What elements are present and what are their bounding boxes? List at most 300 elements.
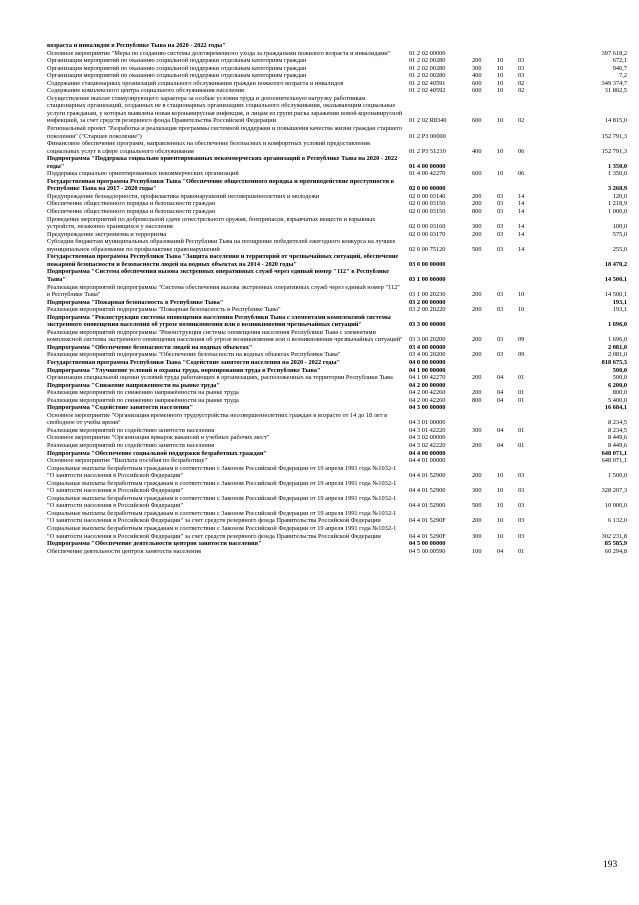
row-vr-cell <box>472 50 497 58</box>
row-name-cell: Государственная программа Республики Тыва "Содействие занятости населения на 2020 - 2022 годы" <box>47 358 341 366</box>
row-pr-cell: 06 <box>518 147 525 155</box>
row-csr-cell: 04 3 00 00000 <box>409 404 446 412</box>
row-rz-cell: 10 <box>497 170 504 178</box>
row-vr-cell: 300 <box>472 426 482 434</box>
table-row <box>47 284 627 299</box>
row-amount-cell: 575,0 <box>612 230 627 238</box>
row-rz-cell <box>497 540 518 548</box>
table-row <box>47 87 627 95</box>
row-csr-cell: 04 4 01 5290F <box>409 517 446 525</box>
row-name-cell: Содержание стационарных организаций социального обслуживания граждан пожилого возраста и инвалидов <box>47 79 344 87</box>
row-name-cell: Осуществление выплат стимулирующего характера за особые условия труда и дополнительную нагрузку работникам стационарных организаций, созданных не в стационарных организациях социального обслуживания, оказывающим социальные услуги гражданам, у которых выявлена новая коронавирусная инфекция, и лицам из групп риска заражения новой коронавирусной инфекцией, за счет средств резервного фонда Правительства Российской Федерации <box>47 94 403 125</box>
row-amount-cell: 328 207,3 <box>601 487 627 495</box>
row-csr-cell: 04 5 00 00590 <box>409 547 446 555</box>
row-csr-cell: 04 2 00 00000 <box>409 381 446 389</box>
row-name-cell: Региональный проект "Разработка и реализация программы системной поддержки и повышения качества жизни граждан старшего поколения" ("Старшее поколение") <box>47 125 403 140</box>
row-name-cell: Социальные выплаты безработным гражданам в соответствии с Законом Российской Федерации от 19 апреля 1991 года №1032-1 "О занятости населения в Российской Федерации" <box>47 494 397 510</box>
row-pr-cell: 01 <box>518 389 525 397</box>
row-rz-cell: 04 <box>497 426 504 434</box>
row-rz-cell: 03 <box>497 351 504 359</box>
row-amount-cell: 500,0 <box>612 374 627 382</box>
table-row <box>47 382 627 390</box>
row-name-cell: Организация специальной оценки условий труда работающих в организациях, расположенных на территории Республики Тыва <box>47 374 393 382</box>
table-row <box>47 178 627 193</box>
row-csr-cell: 01 2 02 00280 <box>409 64 446 72</box>
row-name-cell: Государственная программа Республики Тыва "Защита населения и территорий от чрезвычайных ситуаций, обеспечение пожарной безопасности и безопасности людей на водных объектах на 2014 - 2020 годы" <box>47 253 399 268</box>
row-csr-cell: 01 4 00 00000 <box>409 162 446 170</box>
row-amount-cell: 5 400,0 <box>607 396 627 404</box>
row-vr-cell <box>472 367 497 375</box>
page-number: 193 <box>603 860 618 870</box>
table-row <box>47 125 627 140</box>
row-pr-cell <box>518 457 541 465</box>
row-vr-cell: 200 <box>472 517 482 525</box>
row-name-cell: Субсидии бюджетам муниципальных образований Республики Тыва на поощрение победителей ежегодного конкурса на лучшее муниципальное образование по профилактике правонарушений <box>47 238 396 253</box>
row-name-cell: Подпрограмма "Обеспечение безопасности людей на водных объектах" <box>47 343 253 351</box>
row-csr-cell <box>409 42 472 50</box>
row-pr-cell: 10 <box>518 306 525 314</box>
row-csr-cell: 01 2 02 R8340 <box>409 117 447 125</box>
row-csr-cell: 04 3 02 00000 <box>409 434 446 442</box>
row-name-cell: Подпрограмма "Система обеспечения вызова экстренных оперативных служб через единый номер "112" в Республике Тыва" <box>47 268 390 283</box>
row-vr-cell <box>472 412 497 427</box>
row-csr-cell: 02 0 00 03160 <box>409 223 446 231</box>
row-pr-cell: 03 <box>518 72 525 80</box>
row-csr-cell: 02 0 00 00000 <box>409 185 446 193</box>
row-vr-cell: 200 <box>472 472 482 480</box>
row-rz-cell <box>497 412 518 427</box>
row-rz-cell: 03 <box>497 192 504 200</box>
row-csr-cell: 01 4 00 42270 <box>409 170 446 178</box>
row-csr-cell: 01 2 P3 00000 <box>409 132 446 140</box>
row-rz-cell: 04 <box>497 396 504 404</box>
row-rz-cell: 03 <box>497 230 504 238</box>
row-pr-cell <box>518 450 541 458</box>
row-amount-cell: 8 234,5 <box>607 419 627 427</box>
row-pr-cell <box>518 314 541 329</box>
row-amount-cell: 193,1 <box>612 298 627 306</box>
row-csr-cell: 04 1 00 42270 <box>409 374 446 382</box>
row-pr-cell: 14 <box>518 192 525 200</box>
row-csr-cell: 02 0 00 03170 <box>409 230 446 238</box>
row-rz-cell <box>497 359 518 367</box>
row-vr-cell: 600 <box>472 117 482 125</box>
row-amount-cell: 800,0 <box>612 389 627 397</box>
row-csr-cell: 04 0 00 00000 <box>409 358 446 366</box>
row-pr-cell: 03 <box>518 487 525 495</box>
row-name-cell: Подпрограмма "Содействие занятости населения" <box>47 404 193 412</box>
row-pr-cell <box>518 42 541 50</box>
row-amount-cell: 7,2 <box>619 72 627 80</box>
row-amount-cell: 1 218,9 <box>607 200 627 208</box>
row-amount-cell: 302 231,8 <box>601 532 627 540</box>
row-pr-cell <box>518 344 541 352</box>
row-vr-cell: 300 <box>472 223 482 231</box>
row-vr-cell <box>472 299 497 307</box>
row-pr-cell <box>518 125 541 140</box>
row-rz-cell: 03 <box>497 223 504 231</box>
row-csr-cell: 04 5 00 00000 <box>409 540 446 548</box>
row-amount-cell: 2 081,0 <box>607 351 627 359</box>
row-name-cell: Предупреждение безнадзорности, профилактика правонарушений несовершеннолетних и молодежи <box>47 192 320 200</box>
table-row <box>47 412 627 427</box>
row-vr-cell: 300 <box>472 64 482 72</box>
row-rz-cell: 04 <box>497 389 504 397</box>
row-pr-cell: 09 <box>518 351 525 359</box>
row-rz-cell: 04 <box>497 441 504 449</box>
row-amount-cell: 818 675,3 <box>601 358 627 366</box>
row-amount-cell: 152 791,3 <box>601 132 627 140</box>
table-row <box>47 374 627 382</box>
row-pr-cell: 03 <box>518 502 525 510</box>
table-row <box>47 299 627 307</box>
row-name-cell: Обеспечение общественного порядка и безопасности граждан <box>47 200 216 208</box>
row-pr-cell: 09 <box>518 336 525 344</box>
row-amount-cell: 1 696,0 <box>607 336 627 344</box>
row-amount-cell: 10 000,0 <box>604 502 627 510</box>
row-pr-cell <box>518 178 541 193</box>
row-csr-cell: 04 2 00 42260 <box>409 389 446 397</box>
row-vr-cell: 400 <box>472 72 482 80</box>
row-pr-cell: 14 <box>518 230 525 238</box>
budget-table <box>47 42 627 555</box>
table-row <box>47 238 627 253</box>
row-rz-cell: 04 <box>497 547 504 555</box>
row-name-cell: Реализация мероприятий по содействию занятости населения <box>47 441 215 449</box>
row-amount-cell: 193,1 <box>612 306 627 314</box>
row-name-cell: Предупреждение экстремизма и терроризма <box>47 230 167 238</box>
row-pr-cell <box>518 50 541 58</box>
row-amount-cell: 8 449,6 <box>607 441 627 449</box>
row-amount-cell: 1 500,0 <box>607 472 627 480</box>
row-vr-cell: 500 <box>472 502 482 510</box>
table-row <box>47 540 627 548</box>
row-pr-cell <box>518 359 541 367</box>
budget-table-body <box>47 42 627 555</box>
row-rz-cell <box>497 382 518 390</box>
row-pr-cell <box>518 404 541 412</box>
row-name-cell: Организация мероприятий по оказанию социальной поддержки отдельным категориям граждан <box>47 64 307 72</box>
row-pr-cell <box>518 253 541 268</box>
row-name-cell: Социальные выплаты безработным гражданам в соответствии с Законом Российской Федерации от 19 апреля 1991 года №1032-1 "О занятости населения в Российской Федерации" за счет средств резервного фонда Правительства Российской Федерации <box>47 509 397 525</box>
row-rz-cell: 03 <box>497 208 504 216</box>
row-rz-cell <box>497 42 518 50</box>
table-row <box>47 359 627 367</box>
row-pr-cell: 03 <box>518 517 525 525</box>
row-amount-cell: 152 791,3 <box>601 147 627 155</box>
row-vr-cell <box>472 125 497 140</box>
row-csr-cell: 04 2 00 42260 <box>409 396 446 404</box>
row-name-cell: Реализация мероприятий подпрограммы "Пожарная безопасность в Республике Тыва" <box>47 306 281 314</box>
row-name-cell: Подпрограмма "Обеспечение деятельности центров занятости населения" <box>47 540 262 548</box>
row-vr-cell <box>472 268 497 283</box>
table-row <box>47 397 627 405</box>
table-row <box>47 329 627 344</box>
table-row <box>47 314 627 329</box>
row-csr-cell: 04 3 02 42220 <box>409 441 446 449</box>
row-amount-cell: 18 470,2 <box>604 260 627 268</box>
row-csr-cell: 03 4 00 20200 <box>409 351 446 359</box>
row-name-cell: Проведение мероприятий по добровольной сдаче огнестрельного оружия, боеприпасов, взрывчатых веществ и взрывных устройств, незаконно хранящихся у населения <box>47 215 376 231</box>
row-pr-cell: 02 <box>518 117 525 125</box>
row-pr-cell <box>518 155 541 170</box>
row-amount-cell: 255,0 <box>612 245 627 253</box>
table-row <box>47 389 627 397</box>
row-pr-cell: 10 <box>518 291 525 299</box>
row-vr-cell: 200 <box>472 389 482 397</box>
row-pr-cell: 03 <box>518 64 525 72</box>
row-name-cell: Организация мероприятий по оказанию социальной поддержки отдельным категориям граждан <box>47 72 307 80</box>
row-name-cell: Обеспечение деятельности центров занятости населения <box>47 547 201 555</box>
row-vr-cell <box>472 253 497 268</box>
row-pr-cell: 14 <box>518 208 525 216</box>
row-pr-cell: 01 <box>518 374 525 382</box>
row-amount-cell: 1 350,0 <box>607 170 627 178</box>
table-row <box>47 268 627 283</box>
row-rz-cell: 10 <box>497 532 504 540</box>
row-amount-cell: 349 374,7 <box>601 79 627 87</box>
table-row <box>47 57 627 65</box>
row-csr-cell: 01 2 02 40592 <box>409 87 446 95</box>
row-rz-cell <box>497 344 518 352</box>
row-amount-cell: 120,0 <box>612 192 627 200</box>
row-csr-cell: 03 1 00 20230 <box>409 291 446 299</box>
row-amount-cell: 1 000,0 <box>607 208 627 216</box>
table-row <box>47 216 627 231</box>
row-pr-cell: 03 <box>518 532 525 540</box>
row-name-cell: Реализация мероприятий по снижению напряжённости на рынке труда <box>47 389 239 397</box>
row-vr-cell: 600 <box>472 170 482 178</box>
row-name-cell: Подпрограмма "Улучшение условий и охраны труда, нормирования труда в Республике Тыва" <box>47 366 321 374</box>
table-row <box>47 200 627 208</box>
row-rz-cell <box>497 178 518 193</box>
row-csr-cell: 04 4 01 52900 <box>409 487 446 495</box>
table-row <box>47 72 627 80</box>
row-csr-cell: 04 4 01 52900 <box>409 502 446 510</box>
row-vr-cell <box>472 42 497 50</box>
row-rz-cell: 04 <box>497 374 504 382</box>
row-csr-cell: 03 3 00 00000 <box>409 321 446 329</box>
row-vr-cell: 200 <box>472 192 482 200</box>
row-vr-cell: 600 <box>472 87 482 95</box>
row-pr-cell <box>518 382 541 390</box>
row-vr-cell: 300 <box>472 487 482 495</box>
row-vr-cell <box>472 314 497 329</box>
row-rz-cell: 10 <box>497 117 504 125</box>
row-rz-cell: 10 <box>497 472 504 480</box>
row-csr-cell: 01 2 02 00280 <box>409 72 446 80</box>
table-row <box>47 231 627 239</box>
row-pr-cell: 01 <box>518 441 525 449</box>
row-rz-cell <box>497 404 518 412</box>
row-pr-cell: 14 <box>518 200 525 208</box>
row-name-cell: Реализация мероприятий по содействию занятости населения <box>47 426 215 434</box>
row-vr-cell: 200 <box>472 441 482 449</box>
row-rz-cell <box>497 314 518 329</box>
row-amount-cell: 16 684,1 <box>604 404 627 412</box>
row-pr-cell: 02 <box>518 87 525 95</box>
row-rz-cell: 10 <box>497 147 504 155</box>
row-rz-cell: 03 <box>497 245 504 253</box>
row-pr-cell <box>518 412 541 427</box>
table-row <box>47 80 627 88</box>
table-row <box>47 253 627 268</box>
row-csr-cell: 04 4 01 52900 <box>409 472 446 480</box>
row-vr-cell: 200 <box>472 200 482 208</box>
row-name-cell: Поддержка социально ориентированных некоммерческих организаций <box>47 170 239 178</box>
row-vr-cell <box>472 178 497 193</box>
row-csr-cell: 04 4 01 5290F <box>409 532 446 540</box>
row-csr-cell: 02 0 00 03150 <box>409 208 446 216</box>
row-name-cell: Подпрограмма "Реконструкция системы оповещения населения Республики Тыва с элементами комплексной системы экстренного оповещения населения об угрозе возникновения или о возникновении чрезвычайных ситуаций" <box>47 313 391 329</box>
row-amount-cell: 946,7 <box>612 64 627 72</box>
row-amount-cell: 85 585,9 <box>604 540 627 548</box>
row-vr-cell <box>472 434 497 442</box>
row-csr-cell: 03 0 00 00000 <box>409 260 446 268</box>
row-name-cell: Основное мероприятие "Выплата пособия по безработице" <box>47 457 207 465</box>
row-name-cell: Содержание комплексного центра социального обслуживания населения <box>47 87 244 95</box>
row-vr-cell <box>472 450 497 458</box>
row-rz-cell: 03 <box>497 306 504 314</box>
row-rz-cell <box>497 155 518 170</box>
row-name-cell: возраста и инвалидов в Республике Тыва на 2020 - 2022 годы" <box>47 42 226 49</box>
row-pr-cell: 02 <box>518 79 525 87</box>
row-rz-cell <box>497 253 518 268</box>
table-row <box>47 155 627 170</box>
row-amount-cell: 100,0 <box>612 223 627 231</box>
table-row <box>47 65 627 73</box>
row-csr-cell: 03 4 00 00000 <box>409 343 446 351</box>
row-rz-cell <box>497 434 518 442</box>
row-name-cell: Основное мероприятие "Организация временного трудоустройства несовершеннолетних граждан в возрасте от 14 до 18 лет в свободное от учебы время" <box>47 411 388 427</box>
table-row <box>47 465 627 480</box>
row-pr-cell <box>518 367 541 375</box>
table-row <box>47 457 627 465</box>
row-amount-cell: 1 696,0 <box>607 321 627 329</box>
table-row <box>47 404 627 412</box>
row-rz-cell: 03 <box>497 291 504 299</box>
row-vr-cell: 200 <box>472 351 482 359</box>
row-vr-cell <box>472 155 497 170</box>
row-vr-cell: 800 <box>472 396 482 404</box>
table-row <box>47 367 627 375</box>
row-name-cell: Социальные выплаты безработным гражданам в соответствии с Законом Российской Федерации от 19 апреля 1991 года №1032-1 "О занятости населения в Российской Федерации" <box>47 464 397 480</box>
row-csr-cell: 04 1 00 00000 <box>409 366 446 374</box>
row-name-cell: Реализация мероприятий подпрограммы "Обеспечение безопасности на водных объектах Республики Тыва" <box>47 351 341 359</box>
row-rz-cell <box>497 299 518 307</box>
row-csr-cell: 01 2 02 00000 <box>409 49 446 57</box>
table-row <box>47 434 627 442</box>
row-pr-cell: 14 <box>518 245 525 253</box>
row-rz-cell: 03 <box>497 200 504 208</box>
row-amount-cell: 1 350,0 <box>607 162 627 170</box>
row-name-cell: Организация мероприятий по оказанию социальной поддержки отдельным категориям граждан <box>47 57 307 65</box>
row-csr-cell: 04 4 00 00000 <box>409 449 446 457</box>
row-amount-cell: 8 449,6 <box>607 434 627 442</box>
row-amount-cell: 6 132,0 <box>607 517 627 525</box>
row-name-cell: Подпрограмма "Обеспечение социальной поддержки безработных граждан" <box>47 449 268 457</box>
row-csr-cell: 03 2 00 20220 <box>409 306 446 314</box>
row-pr-cell <box>518 540 541 548</box>
row-rz-cell: 10 <box>497 72 504 80</box>
row-vr-cell <box>472 382 497 390</box>
row-vr-cell: 200 <box>472 291 482 299</box>
table-row <box>47 495 627 510</box>
table-row <box>47 193 627 201</box>
row-rz-cell: 10 <box>497 64 504 72</box>
row-csr-cell: 01 2 02 40591 <box>409 79 446 87</box>
table-row <box>47 510 627 525</box>
row-amount-cell: 14 500,1 <box>604 275 627 283</box>
table-row <box>47 208 627 216</box>
row-amount-cell: 500,0 <box>612 366 627 374</box>
table-row <box>47 548 627 556</box>
row-name-cell: Реализация мероприятий по снижению напряжённости на рынке труда <box>47 396 239 404</box>
row-csr-cell: 03 3 00 20200 <box>409 336 446 344</box>
row-name-cell: Обеспечение общественного порядка и безопасности граждан <box>47 208 216 216</box>
table-row <box>47 50 627 58</box>
row-pr-cell: 03 <box>518 57 525 65</box>
row-pr-cell: 06 <box>518 170 525 178</box>
row-name-cell: Подпрограмма "Поддержка социально ориентированных некоммерческих организаций в Республике Тыва на 2020 - 2022 годы" <box>47 155 398 170</box>
row-rz-cell <box>497 125 518 140</box>
row-vr-cell <box>472 344 497 352</box>
table-row <box>47 525 627 540</box>
row-csr-cell: 04 3 01 00000 <box>409 419 446 427</box>
row-csr-cell: 04 3 01 42220 <box>409 426 446 434</box>
table-row <box>47 344 627 352</box>
row-vr-cell: 200 <box>472 230 482 238</box>
row-vr-cell: 800 <box>472 208 482 216</box>
row-name-cell: Основное мероприятие "Организация ярмарок вакансий и учебных рабочих мест" <box>47 434 270 442</box>
row-vr-cell: 600 <box>472 79 482 87</box>
row-pr-cell: 03 <box>518 472 525 480</box>
row-rz-cell: 10 <box>497 502 504 510</box>
row-amount-cell: 397 618,2 <box>601 49 627 57</box>
row-amount-cell: 6 200,0 <box>607 381 627 389</box>
row-rz-cell: 10 <box>497 79 504 87</box>
row-rz-cell <box>497 457 518 465</box>
row-vr-cell <box>472 404 497 412</box>
row-amount-cell: 2 081,0 <box>607 343 627 351</box>
row-rz-cell: 10 <box>497 517 504 525</box>
row-amount-cell: 648 071,1 <box>601 457 627 465</box>
row-csr-cell: 03 1 00 00000 <box>409 275 446 283</box>
row-pr-cell: 01 <box>518 426 525 434</box>
row-amount-cell: 60 294,8 <box>604 547 627 555</box>
row-pr-cell: 01 <box>518 396 525 404</box>
row-rz-cell <box>497 450 518 458</box>
row-vr-cell: 200 <box>472 306 482 314</box>
row-csr-cell: 01 2 P3 51210 <box>409 147 446 155</box>
row-amount-cell: 648 071,1 <box>601 449 627 457</box>
row-rz-cell: 10 <box>497 57 504 65</box>
row-amount-cell <box>541 42 627 50</box>
row-name-cell: Реализация мероприятий подпрограммы "Реконструкция системы оповещения населения Республики Тыва с элементами комплексной системы экстренного оповещения населения об угрозе возникновения или о возникновении чрезвычайных ситуаций" <box>47 328 403 344</box>
row-vr-cell: 500 <box>472 245 482 253</box>
row-pr-cell: 01 <box>518 547 525 555</box>
row-amount-cell: 8 234,5 <box>607 426 627 434</box>
row-csr-cell: 02 0 00 03150 <box>409 200 446 208</box>
row-csr-cell: 02 0 00 75120 <box>409 245 446 253</box>
row-csr-cell: 03 2 00 00000 <box>409 298 446 306</box>
row-vr-cell <box>472 359 497 367</box>
row-amount-cell: 14 815,0 <box>604 117 627 125</box>
table-row <box>47 351 627 359</box>
table-row <box>47 427 627 435</box>
row-vr-cell: 200 <box>472 336 482 344</box>
row-name-cell: Подпрограмма "Пожарная безопасность в Республике Тыва" <box>47 298 224 306</box>
